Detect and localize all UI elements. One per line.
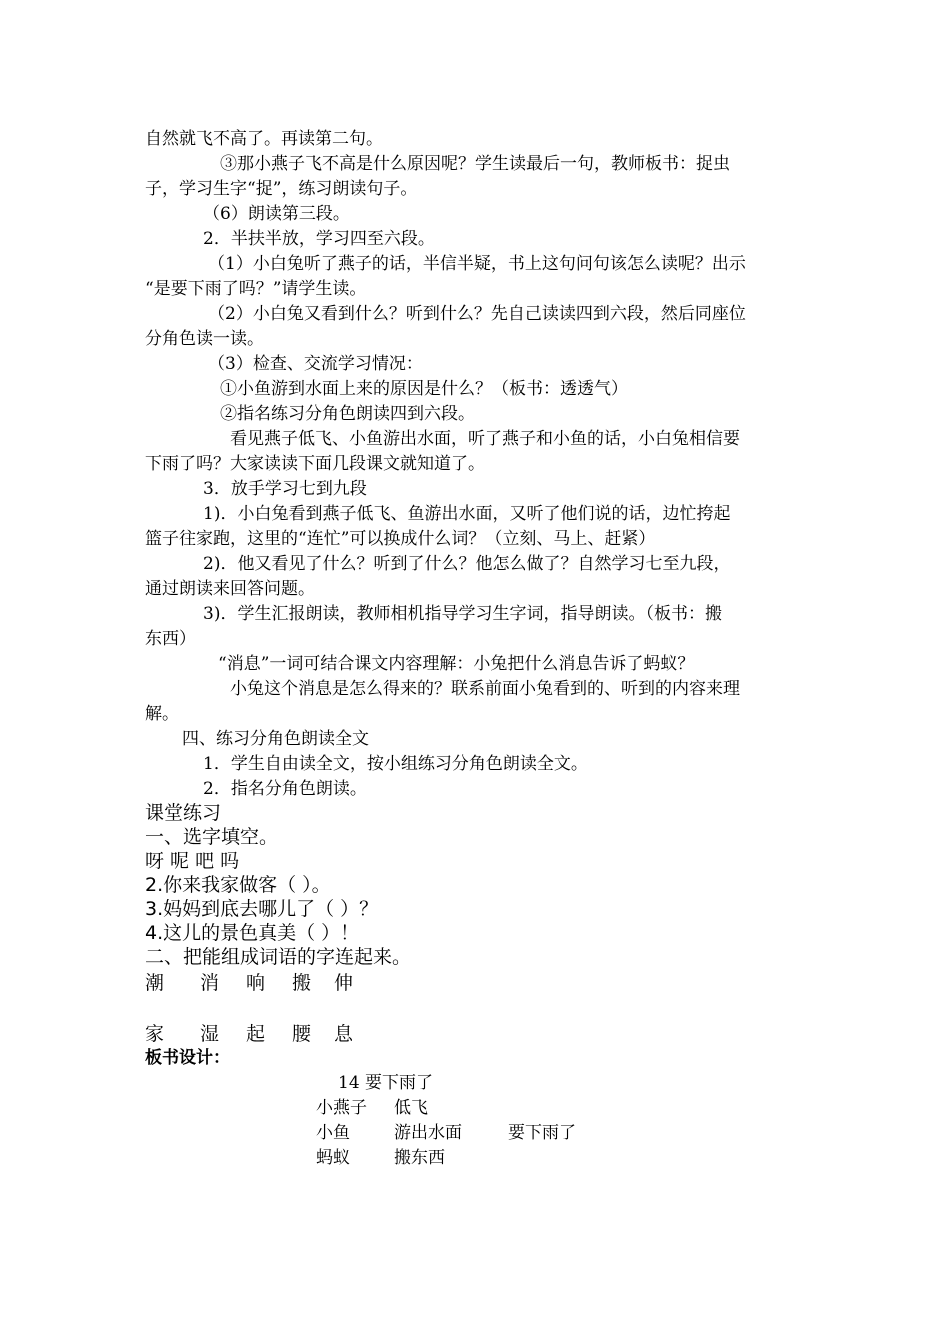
exercise-heading: 课堂练习 — [145, 802, 222, 824]
text-line: 2．指名分角色朗读。 — [203, 779, 367, 799]
text-line: 东西） — [145, 629, 196, 649]
match-char: 家 — [145, 1023, 165, 1045]
text-line: ①小鱼游到水面上来的原因是什么？（板书：透透气） — [220, 379, 628, 399]
text-line: 分角色读一读。 — [145, 329, 264, 349]
text-line: 1)．小白兔看到燕子低飞、鱼游出水面，又听了他们说的话，边忙挎起 — [203, 504, 731, 524]
match-char: 搬 — [292, 972, 312, 994]
board-title: 14 要下雨了 — [338, 1073, 434, 1093]
text-line: 解。 — [145, 704, 179, 724]
text-line: 3)．学生汇报朗读，教师相机指导学习生字词，指导朗读。（板书：搬 — [203, 604, 722, 624]
match-char: 潮 — [145, 972, 165, 994]
match-char: 起 — [246, 1023, 266, 1045]
question-1-item: 4.这儿的景色真美（ ）！ — [145, 922, 360, 944]
match-char: 湿 — [200, 1023, 220, 1045]
board-cell: 蚂蚁 — [316, 1148, 350, 1168]
question-1-item: 3.妈妈到底去哪儿了（ ）？ — [145, 898, 379, 920]
text-line: “消息”一词可结合课文内容理解：小兔把什么消息告诉了蚂蚁？ — [218, 654, 695, 674]
text-line: ③那小燕子飞不高是什么原因呢？学生读最后一句，教师板书：捉虫 — [220, 154, 730, 174]
match-char: 伸 — [334, 972, 354, 994]
text-line: 小兔这个消息是怎么得来的？联系前面小兔看到的、听到的内容来理 — [230, 679, 740, 699]
text-line: 四、练习分角色朗读全文 — [182, 729, 369, 749]
board-cell: 游出水面 — [394, 1123, 462, 1143]
text-line: 自然就飞不高了。再读第二句。 — [145, 129, 383, 149]
board-cell: 小鱼 — [316, 1123, 350, 1143]
question-2-title: 二、把能组成词语的字连起来。 — [145, 946, 412, 968]
match-char: 腰 — [292, 1023, 312, 1045]
question-1-item: 2.你来我家做客（ ）。 — [145, 874, 331, 896]
text-line: 子，学习生字“捉”，练习朗读句子。 — [145, 179, 418, 199]
text-line: ②指名练习分角色朗读四到六段。 — [220, 404, 475, 424]
text-line: “是要下雨了吗？”请学生读。 — [145, 279, 367, 299]
text-line: 1．学生自由读全文，按小组练习分角色朗读全文。 — [203, 754, 588, 774]
text-line: 篮子往家跑，这里的“连忙”可以换成什么词？（立刻、马上、赶紧） — [145, 529, 656, 549]
board-cell: 搬东西 — [394, 1148, 445, 1168]
board-design-label: 板书设计： — [145, 1048, 230, 1068]
match-char: 消 — [200, 972, 220, 994]
match-char: 响 — [246, 972, 266, 994]
text-line: （1）小白兔听了燕子的话，半信半疑，书上这句问句该怎么读呢？出示 — [208, 254, 746, 274]
question-1-title: 一、选字填空。 — [145, 826, 279, 848]
text-line: 看见燕子低飞、小鱼游出水面，听了燕子和小鱼的话，小白兔相信要 — [230, 429, 740, 449]
text-line: 3．放手学习七到九段 — [203, 479, 367, 499]
text-line: 下雨了吗？大家读读下面几段课文就知道了。 — [145, 454, 485, 474]
text-line: 通过朗读来回答问题。 — [145, 579, 315, 599]
match-char: 息 — [334, 1023, 354, 1045]
text-line: 2．半扶半放，学习四至六段。 — [203, 229, 435, 249]
text-line: （6）朗读第三段。 — [203, 204, 350, 224]
text-line: （2）小白兔又看到什么？听到什么？先自己读读四到六段，然后同座位 — [208, 304, 746, 324]
text-line: （3）检查、交流学习情况： — [208, 354, 423, 374]
board-cell: 低飞 — [394, 1098, 428, 1118]
question-1-options: 呀 呢 吧 吗 — [145, 850, 240, 872]
board-cell: 要下雨了 — [508, 1123, 576, 1143]
board-cell: 小燕子 — [316, 1098, 367, 1118]
text-line: 2)．他又看见了什么？听到了什么？他怎么做了？自然学习七至九段， — [203, 554, 731, 574]
